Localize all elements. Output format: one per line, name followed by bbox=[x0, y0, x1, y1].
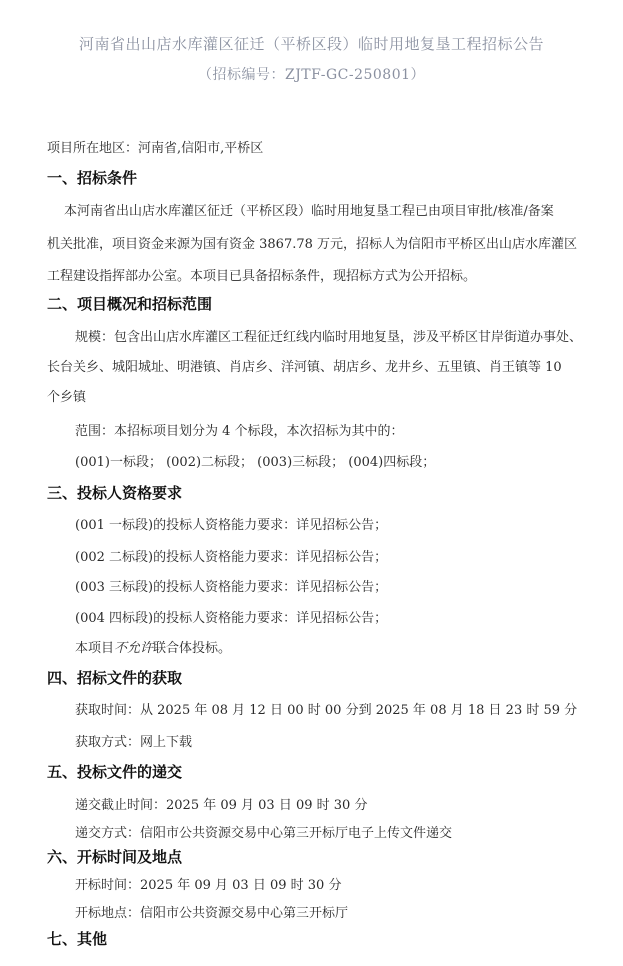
acquisition-time: 获取时间：从 2025 年 08 月 12 日 00 时 00 分到 2025 年 08 月 18 日 23 时 59 分 bbox=[75, 703, 578, 718]
qualification-line: (002 二标段)的投标人资格能力要求：详见招标公告； bbox=[75, 550, 388, 565]
paragraph-line: 个乡镇 bbox=[47, 390, 87, 405]
section-heading-7: 七、其他 bbox=[47, 930, 108, 948]
consortium-emphasis: 不允许 bbox=[114, 641, 154, 656]
document-title: 河南省出山店水库灌区征迁（平桥区段）临时用地复垦工程招标公告 bbox=[78, 35, 544, 53]
consortium-prefix: 本项目 bbox=[75, 641, 115, 656]
section-heading-3: 三、投标人资格要求 bbox=[47, 484, 183, 502]
submission-method: 递交方式：信阳市公共资源交易中心第三开标厅电子上传文件递交 bbox=[75, 826, 453, 841]
section-heading-4: 四、招标文件的获取 bbox=[47, 669, 183, 687]
submission-deadline: 递交截止时间：2025 年 09 月 03 日 09 时 30 分 bbox=[75, 798, 368, 813]
section-heading-5: 五、投标文件的递交 bbox=[47, 763, 183, 781]
section-heading-6: 六、开标时间及地点 bbox=[47, 848, 183, 866]
project-location: 项目所在地区：河南省,信阳市,平桥区 bbox=[47, 141, 264, 156]
lot-list: (001)一标段； (002)二标段； (003)三标段； (004)四标段； bbox=[75, 455, 436, 470]
paragraph-line: 工程建设指挥部办公室。本项目已具备招标条件，现招标方式为公开招标。 bbox=[47, 269, 477, 284]
qualification-line: (003 三标段)的投标人资格能力要求：详见招标公告； bbox=[75, 580, 388, 595]
paragraph-line: 范围：本招标项目划分为 4 个标段，本次招标为其中的： bbox=[75, 424, 404, 439]
consortium-note bbox=[75, 637, 231, 656]
paragraph-line: 长台关乡、城阳城址、明港镇、肖店乡、洋河镇、胡店乡、龙井乡、五里镇、肖王镇等 10 bbox=[47, 360, 562, 375]
paragraph-line: 规模：包含出山店水库灌区工程征迁红线内临时用地复垦，涉及平桥区甘岸街道办事处、 bbox=[75, 330, 583, 345]
opening-time: 开标时间：2025 年 09 月 03 日 09 时 30 分 bbox=[75, 878, 342, 893]
acquisition-method: 获取方式：网上下载 bbox=[75, 735, 193, 750]
paragraph-line: 本河南省出山店水库灌区征迁（平桥区段）临时用地复垦工程已由项目审批/核准/备案 bbox=[64, 204, 554, 219]
section-heading-1: 一、招标条件 bbox=[47, 169, 138, 187]
consortium-suffix: 联合体投标。 bbox=[153, 641, 232, 656]
paragraph-line: 机关批准，项目资金来源为国有资金 3867.78 万元，招标人为信阳市平桥区出山店水库灌区 bbox=[47, 237, 578, 252]
qualification-line: (004 四标段)的投标人资格能力要求：详见招标公告； bbox=[75, 611, 388, 626]
section-heading-2: 二、项目概况和招标范围 bbox=[47, 295, 213, 313]
qualification-line: (001 一标段)的投标人资格能力要求：详见招标公告； bbox=[75, 518, 388, 533]
tender-code: （招标编号：ZJTF-GC-250801） bbox=[197, 67, 426, 83]
opening-location: 开标地点：信阳市公共资源交易中心第三开标厅 bbox=[75, 906, 349, 921]
